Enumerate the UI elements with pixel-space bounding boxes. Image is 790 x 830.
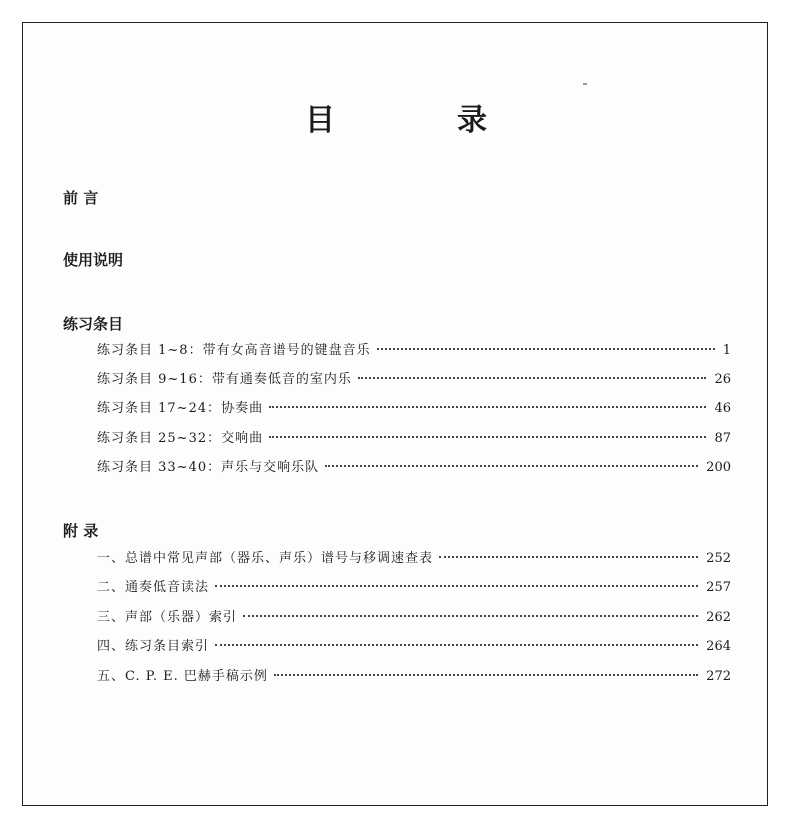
toc-entry-page: 264 xyxy=(706,639,731,654)
dot-leader xyxy=(215,585,698,587)
toc-entry[interactable] xyxy=(97,400,731,418)
toc-entry[interactable] xyxy=(97,371,731,389)
dot-leader xyxy=(358,377,707,379)
dot-leader xyxy=(269,436,706,438)
page-title: 目 录 xyxy=(305,103,533,138)
toc-entry-page: 1 xyxy=(722,343,731,358)
toc-entry-label: 四、练习条目索引 xyxy=(97,639,210,654)
toc-entry-label: 一、总谱中常见声部（器乐、声乐）谱号与移调速查表 xyxy=(97,551,434,566)
toc-entry-page: 262 xyxy=(706,610,731,625)
toc-entry[interactable] xyxy=(97,342,731,360)
toc-entry-label: 练习条目 1~8：带有女高音谱号的键盘音乐 xyxy=(97,343,371,358)
toc-entry[interactable] xyxy=(97,550,731,568)
toc-entry[interactable] xyxy=(97,668,731,686)
usage-heading: 使用说明 xyxy=(63,251,124,269)
toc-entry-label: 三、声部（乐器）索引 xyxy=(97,610,238,625)
dot-leader xyxy=(377,348,715,350)
toc-entry-page: 46 xyxy=(714,401,731,416)
toc-entry-page: 26 xyxy=(714,372,731,387)
preface-heading: 前 言 xyxy=(63,189,99,207)
dot-leader xyxy=(269,406,706,408)
toc-entry-label: 二、通奏低音读法 xyxy=(97,580,210,595)
toc-entry-label: 练习条目 25~32：交响曲 xyxy=(97,431,264,446)
toc-entry[interactable] xyxy=(97,638,731,656)
toc-entry-page: 252 xyxy=(706,551,731,566)
toc-entry[interactable] xyxy=(97,459,731,477)
toc-entry-label: 练习条目 17~24：协奏曲 xyxy=(97,401,264,416)
toc-entry-label: 练习条目 33~40：声乐与交响乐队 xyxy=(97,460,320,475)
dot-leader xyxy=(243,615,698,617)
exercises-heading: 练习条目 xyxy=(63,315,124,333)
dot-leader xyxy=(439,556,698,558)
toc-entry-label: 练习条目 9~16：带有通奏低音的室内乐 xyxy=(97,372,352,387)
toc-entry-page: 200 xyxy=(706,460,731,475)
toc-entry-page: 87 xyxy=(714,431,731,446)
toc-entry[interactable] xyxy=(97,579,731,597)
page-frame xyxy=(22,22,768,806)
toc-entry-page: 272 xyxy=(706,669,731,684)
toc-entry-label: 五、C. P. E. 巴赫手稿示例 xyxy=(97,669,268,684)
scan-speck xyxy=(583,83,587,85)
appendix-heading: 附 录 xyxy=(63,522,99,540)
toc-entry-page: 257 xyxy=(706,580,731,595)
dot-leader xyxy=(274,674,698,676)
toc-entry[interactable] xyxy=(97,609,731,627)
toc-entry[interactable] xyxy=(97,430,731,448)
dot-leader xyxy=(325,465,698,467)
dot-leader xyxy=(215,644,698,646)
